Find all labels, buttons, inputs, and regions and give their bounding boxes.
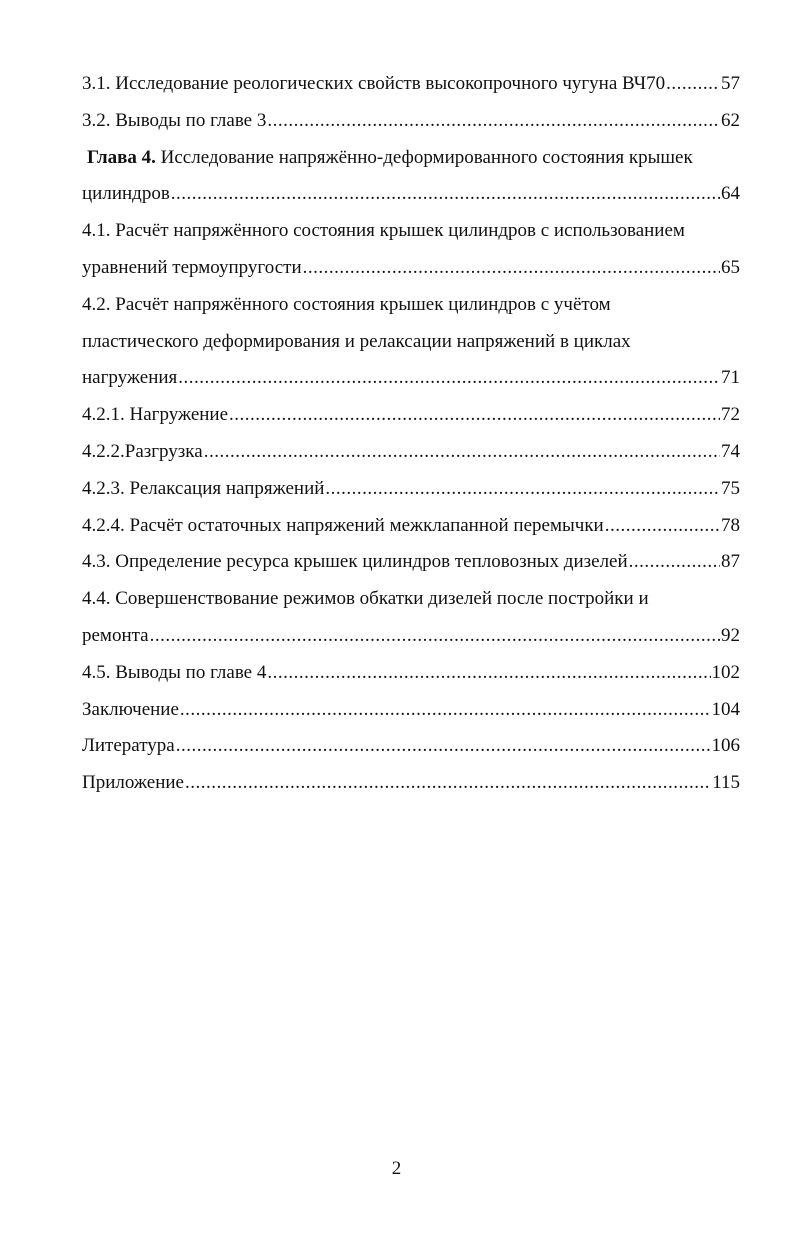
dot-leader <box>204 434 720 471</box>
dot-leader <box>185 765 711 802</box>
toc-entry-4-1-continuation[interactable] <box>82 250 740 287</box>
toc-entry-title: уравнений термоупругости <box>82 256 302 278</box>
toc-page-number: 115 <box>712 772 740 794</box>
toc-entry-title: 3.1. Исследование реологических свойств высокопрочного чугуна ВЧ70 <box>82 73 666 94</box>
toc-entry-4-2-3[interactable] <box>82 471 740 508</box>
toc-page-number: 87 <box>721 551 740 573</box>
toc-page-number: 57 <box>721 73 740 94</box>
toc-entry-4-2-2[interactable] <box>82 434 740 471</box>
toc-page-number: 106 <box>711 735 740 757</box>
page-number: 2 <box>391 1158 402 1179</box>
toc-page-number: 62 <box>721 109 740 131</box>
toc-entry-title: 4.2.1. Нагружение <box>82 404 229 426</box>
toc-entry-conclusion[interactable] <box>82 692 740 729</box>
toc-entry-4-4-line[interactable] <box>82 581 740 618</box>
dot-leader <box>605 508 720 545</box>
toc-page-number: 92 <box>721 624 740 646</box>
toc-page-number: 71 <box>721 367 740 389</box>
chapter-title: Исследование напряжённо-деформированного состояния крышек <box>155 146 693 168</box>
toc-entry-title: 4.4. Совершенствование режимов обкатки дизелей после постройки и <box>82 588 649 610</box>
toc-entry-title: Заключение <box>82 698 179 720</box>
toc-entry-4-4-continuation[interactable] <box>82 618 740 655</box>
dot-leader <box>629 544 720 581</box>
dot-leader <box>178 360 720 397</box>
toc-entry-title: 4.2. Расчёт напряжённого состояния крышек цилиндров с учётом <box>82 293 611 315</box>
toc-page-number: 65 <box>721 256 740 278</box>
toc-entry-title: 3.2. Выводы по главе 3 <box>82 109 267 131</box>
toc-page-number: 78 <box>721 514 740 536</box>
toc-entry-title: 4.1. Расчёт напряжённого состояния крышек цилиндров с использованием <box>82 220 685 242</box>
dot-leader <box>171 176 720 213</box>
toc-entry-3-2[interactable] <box>82 103 740 140</box>
toc-page-number: 104 <box>711 698 740 720</box>
toc-page-number: 72 <box>721 404 740 426</box>
toc-entry-title: Приложение <box>82 772 184 794</box>
toc-page-number: 75 <box>721 477 740 499</box>
dot-leader <box>267 655 710 692</box>
toc-entry-4-5[interactable] <box>82 655 740 692</box>
toc-page-number: 102 <box>711 661 740 683</box>
toc-entry-appendix[interactable] <box>82 765 740 802</box>
toc-chapter-4-continuation[interactable] <box>82 176 740 213</box>
toc-entry-4-1-line[interactable] <box>82 213 740 250</box>
dot-leader <box>325 471 720 508</box>
toc-entry-title: нагружения <box>82 367 178 389</box>
toc-entry-title: 4.2.2.Разгрузка <box>82 440 203 462</box>
toc-entry-title: 4.3. Определение ресурса крышек цилиндров тепловозных дизелей <box>82 551 628 573</box>
toc-entry-title: цилиндров <box>82 183 170 205</box>
toc-entry-3-1[interactable] <box>82 66 740 103</box>
toc-entry-title: ремонта <box>82 624 149 646</box>
dot-leader <box>666 66 720 103</box>
toc-entry-title: пластического деформирования и релаксации напряжений в циклах <box>82 330 631 352</box>
toc-page-number: 64 <box>721 183 740 205</box>
toc-entry-4-2-4[interactable] <box>82 508 740 545</box>
toc-chapter-4-heading[interactable] <box>82 140 740 177</box>
toc-entry-4-3[interactable] <box>82 544 740 581</box>
toc-entry-title: 4.2.3. Релаксация напряжений <box>82 477 325 499</box>
toc-entry-4-2-1[interactable] <box>82 397 740 434</box>
toc-entry-title: 4.5. Выводы по главе 4 <box>82 661 267 683</box>
toc-entry-title: 4.2.4. Расчёт остаточных напряжений межклапанной перемычки <box>82 514 604 536</box>
dot-leader <box>267 103 720 140</box>
dot-leader <box>150 618 720 655</box>
toc-entry-4-2-continuation[interactable] <box>82 360 740 397</box>
chapter-label: Глава 4. <box>87 146 156 168</box>
toc-entry-literature[interactable] <box>82 728 740 765</box>
toc-entry-title: Литература <box>82 735 175 757</box>
dot-leader <box>229 397 720 434</box>
dot-leader <box>176 728 711 765</box>
table-of-contents <box>82 66 740 802</box>
toc-entry-4-2-line[interactable] <box>82 324 740 361</box>
dot-leader <box>303 250 720 287</box>
dot-leader <box>180 692 711 729</box>
toc-entry-4-2-line[interactable] <box>82 287 740 324</box>
toc-page-number: 74 <box>721 440 740 462</box>
